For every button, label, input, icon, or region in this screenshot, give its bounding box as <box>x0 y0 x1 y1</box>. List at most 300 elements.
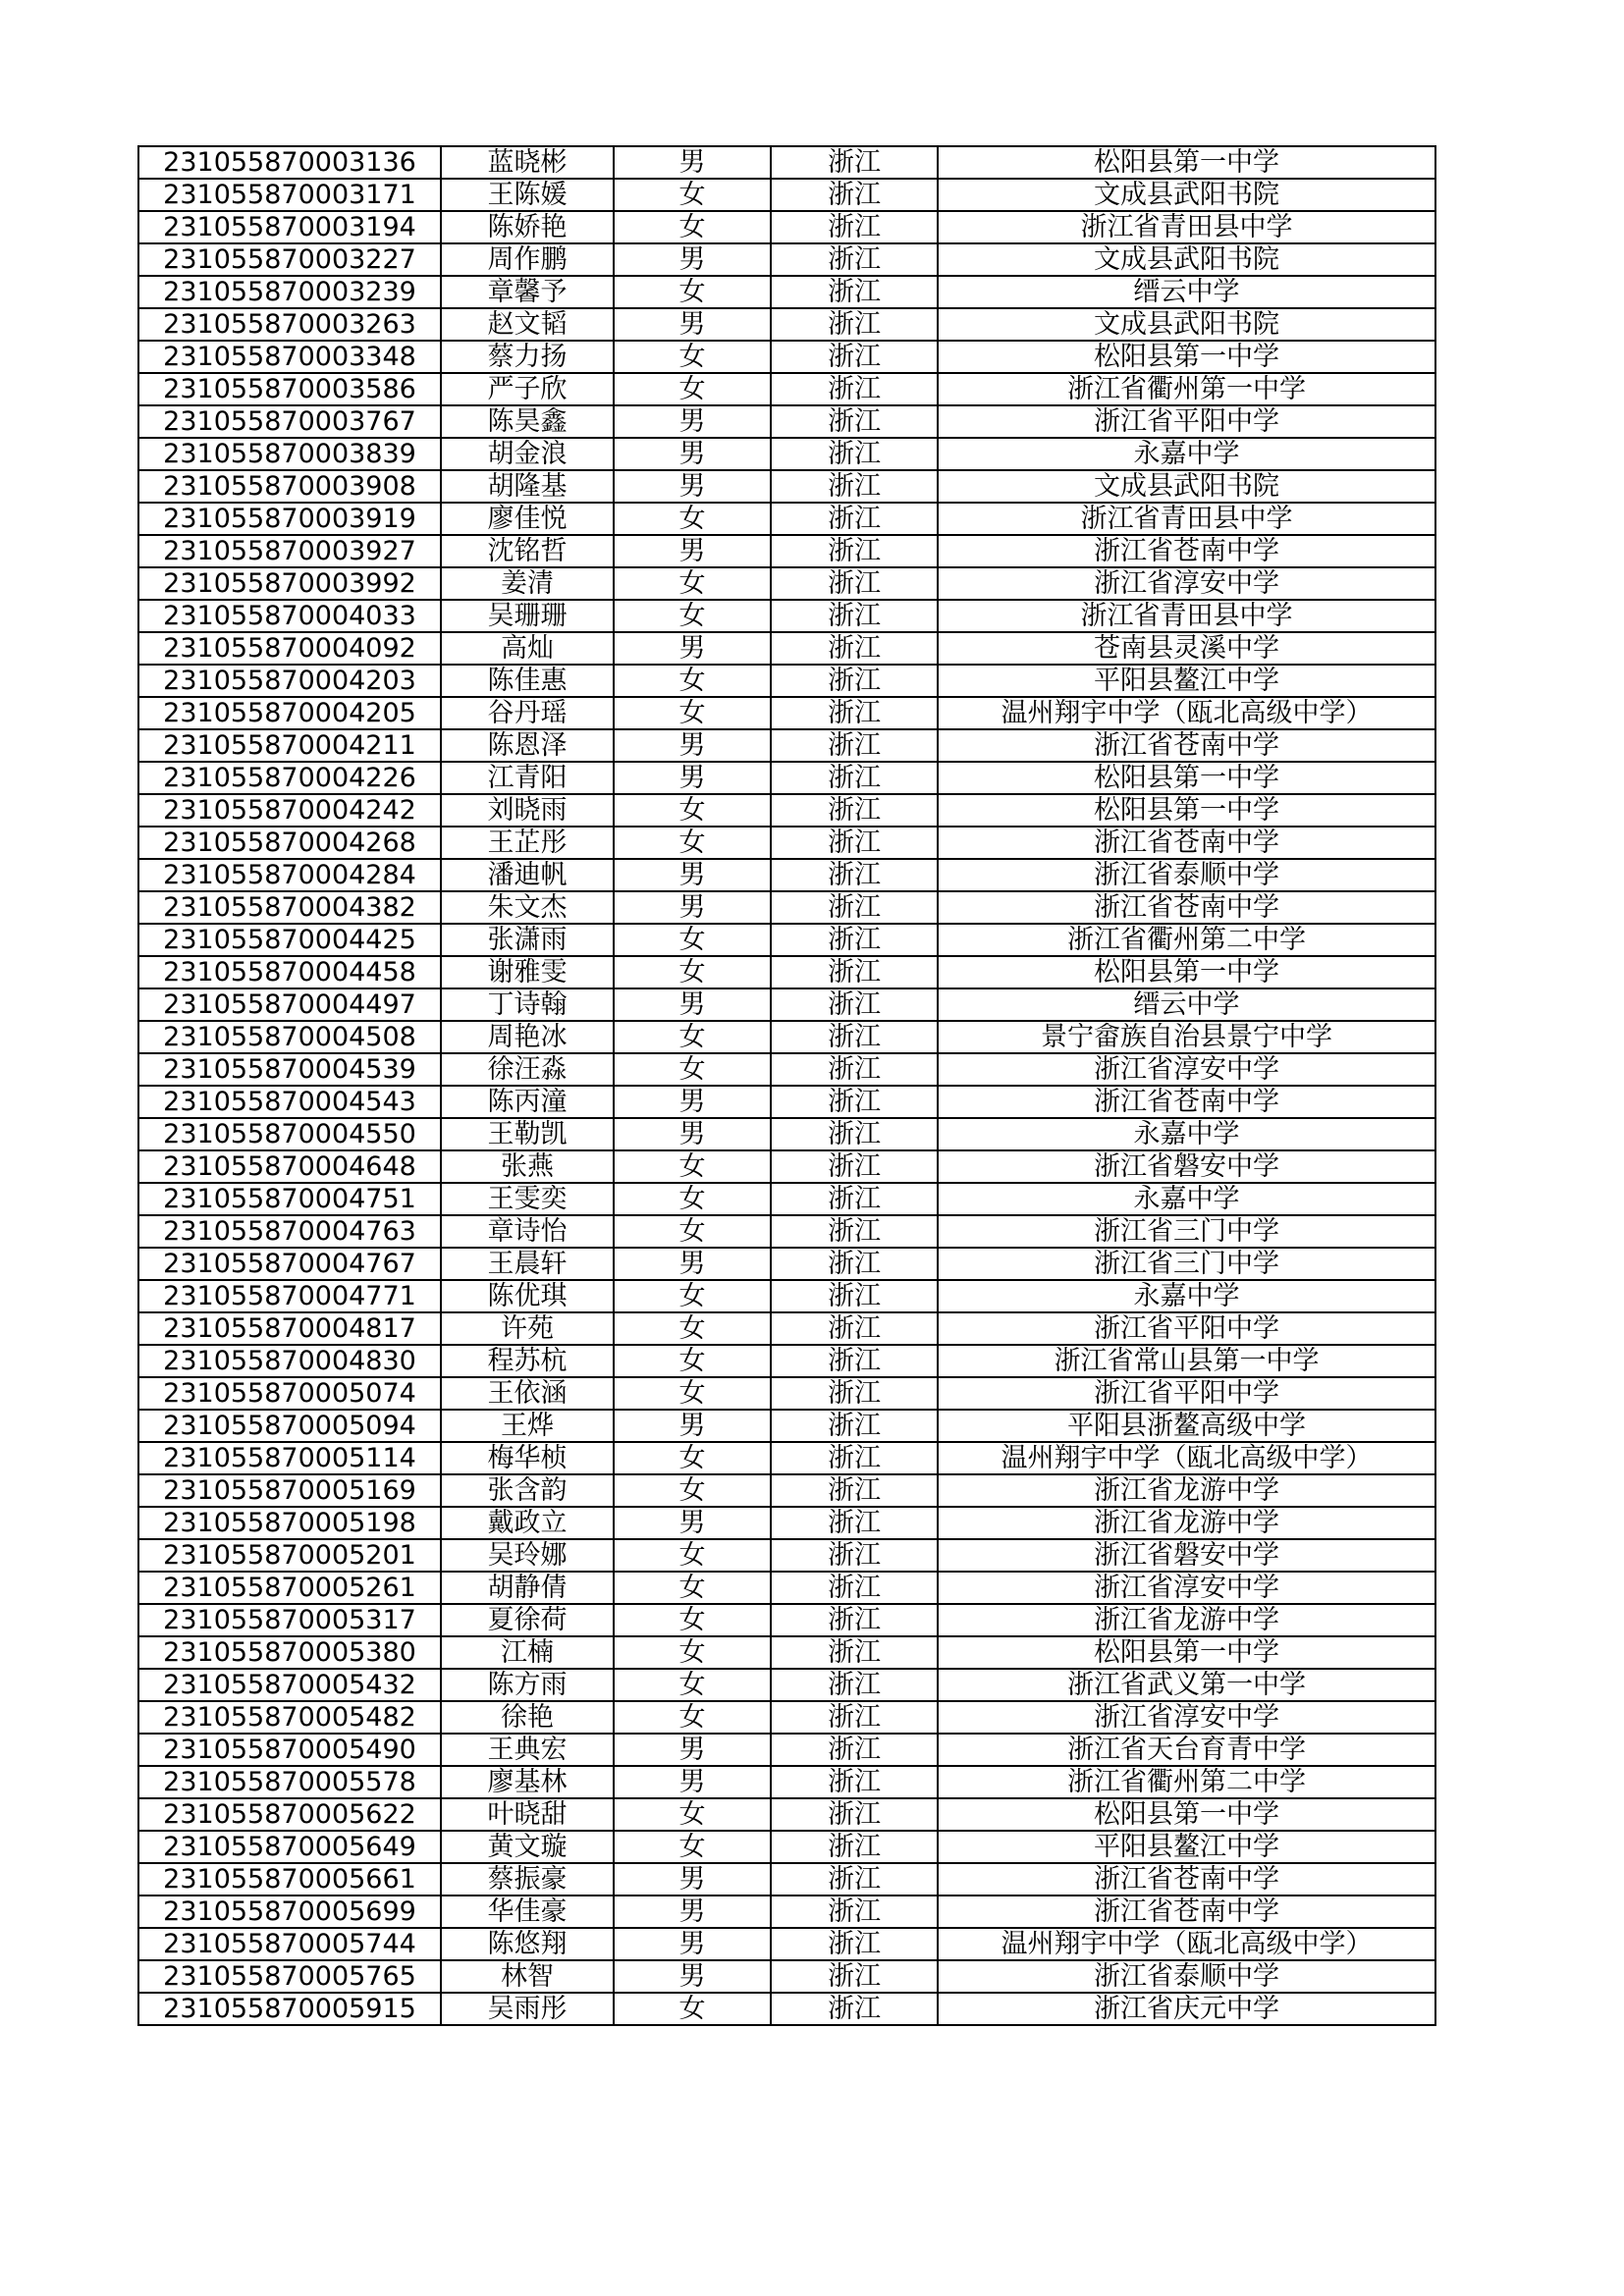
name-cell: 陈恩泽 <box>441 729 614 762</box>
gender-cell: 女 <box>614 1474 771 1507</box>
name-cell: 王典宏 <box>441 1734 614 1766</box>
gender-cell: 女 <box>614 1150 771 1183</box>
name-cell: 王陈媛 <box>441 179 614 211</box>
table-row <box>138 924 1435 956</box>
school-cell: 文成县武阳书院 <box>938 470 1435 503</box>
school-cell: 浙江省三门中学 <box>938 1248 1435 1280</box>
table-row <box>138 827 1435 859</box>
province-cell: 浙江 <box>771 1215 938 1248</box>
name-cell: 沈铭哲 <box>441 535 614 567</box>
name-cell: 蔡振豪 <box>441 1863 614 1896</box>
gender-cell: 男 <box>614 859 771 891</box>
school-cell: 浙江省泰顺中学 <box>938 859 1435 891</box>
province-cell: 浙江 <box>771 535 938 567</box>
name-cell: 周艳冰 <box>441 1021 614 1053</box>
exam-id-cell: 231055870004205 <box>138 697 441 729</box>
school-cell: 浙江省天台育青中学 <box>938 1734 1435 1766</box>
province-cell: 浙江 <box>771 1474 938 1507</box>
table-row <box>138 794 1435 827</box>
exam-id-cell: 231055870005114 <box>138 1442 441 1474</box>
name-cell: 张含韵 <box>441 1474 614 1507</box>
gender-cell: 男 <box>614 405 771 438</box>
exam-id-cell: 231055870004751 <box>138 1183 441 1215</box>
province-cell: 浙江 <box>771 373 938 405</box>
school-cell: 浙江省衢州第二中学 <box>938 924 1435 956</box>
gender-cell: 女 <box>614 211 771 243</box>
school-cell: 浙江省苍南中学 <box>938 1896 1435 1928</box>
table-row <box>138 243 1435 276</box>
gender-cell: 男 <box>614 891 771 924</box>
table-row <box>138 1474 1435 1507</box>
school-cell: 温州翔宇中学（瓯北高级中学） <box>938 1928 1435 1960</box>
school-cell: 浙江省平阳中学 <box>938 405 1435 438</box>
school-cell: 浙江省苍南中学 <box>938 1086 1435 1118</box>
name-cell: 赵文韬 <box>441 308 614 341</box>
name-cell: 黄文璇 <box>441 1831 614 1863</box>
name-cell: 章馨予 <box>441 276 614 308</box>
name-cell: 丁诗翰 <box>441 988 614 1021</box>
table-row <box>138 859 1435 891</box>
school-cell: 松阳县第一中学 <box>938 1636 1435 1669</box>
gender-cell: 女 <box>614 827 771 859</box>
province-cell: 浙江 <box>771 1896 938 1928</box>
gender-cell: 男 <box>614 470 771 503</box>
gender-cell: 男 <box>614 1507 771 1539</box>
name-cell: 林智 <box>441 1960 614 1993</box>
name-cell: 王勒凯 <box>441 1118 614 1150</box>
name-cell: 吴玲娜 <box>441 1539 614 1572</box>
school-cell: 平阳县鳌江中学 <box>938 665 1435 697</box>
exam-id-cell: 231055870005432 <box>138 1669 441 1701</box>
exam-id-cell: 231055870005578 <box>138 1766 441 1798</box>
exam-id-cell: 231055870003586 <box>138 373 441 405</box>
table-row <box>138 438 1435 470</box>
school-cell: 浙江省苍南中学 <box>938 729 1435 762</box>
gender-cell: 女 <box>614 276 771 308</box>
province-cell: 浙江 <box>771 1345 938 1377</box>
name-cell: 梅华桢 <box>441 1442 614 1474</box>
school-cell: 永嘉中学 <box>938 438 1435 470</box>
name-cell: 叶晓甜 <box>441 1798 614 1831</box>
table-row <box>138 1960 1435 1993</box>
exam-id-cell: 231055870004817 <box>138 1312 441 1345</box>
exam-id-cell: 231055870005744 <box>138 1928 441 1960</box>
table-row <box>138 1118 1435 1150</box>
province-cell: 浙江 <box>771 956 938 988</box>
school-cell: 浙江省磐安中学 <box>938 1539 1435 1572</box>
exam-id-cell: 231055870004497 <box>138 988 441 1021</box>
province-cell: 浙江 <box>771 1798 938 1831</box>
gender-cell: 女 <box>614 1021 771 1053</box>
name-cell: 蓝晓彬 <box>441 146 614 179</box>
table-row <box>138 1572 1435 1604</box>
school-cell: 浙江省苍南中学 <box>938 827 1435 859</box>
exam-id-cell: 231055870005661 <box>138 1863 441 1896</box>
province-cell: 浙江 <box>771 341 938 373</box>
school-cell: 浙江省淳安中学 <box>938 1572 1435 1604</box>
province-cell: 浙江 <box>771 1636 938 1669</box>
gender-cell: 男 <box>614 1248 771 1280</box>
gender-cell: 女 <box>614 373 771 405</box>
table-row <box>138 535 1435 567</box>
exam-id-cell: 231055870004648 <box>138 1150 441 1183</box>
province-cell: 浙江 <box>771 1507 938 1539</box>
province-cell: 浙江 <box>771 1669 938 1701</box>
table-row <box>138 1734 1435 1766</box>
gender-cell: 女 <box>614 1215 771 1248</box>
province-cell: 浙江 <box>771 1604 938 1636</box>
table-row <box>138 308 1435 341</box>
exam-id-cell: 231055870004284 <box>138 859 441 891</box>
table-row <box>138 1669 1435 1701</box>
province-cell: 浙江 <box>771 729 938 762</box>
table-row <box>138 567 1435 600</box>
name-cell: 王芷彤 <box>441 827 614 859</box>
exam-id-cell: 231055870005380 <box>138 1636 441 1669</box>
province-cell: 浙江 <box>771 1960 938 1993</box>
exam-id-cell: 231055870005699 <box>138 1896 441 1928</box>
province-cell: 浙江 <box>771 405 938 438</box>
table-row <box>138 1377 1435 1410</box>
school-cell: 松阳县第一中学 <box>938 1798 1435 1831</box>
gender-cell: 男 <box>614 1896 771 1928</box>
school-cell: 松阳县第一中学 <box>938 341 1435 373</box>
province-cell: 浙江 <box>771 308 938 341</box>
gender-cell: 男 <box>614 146 771 179</box>
exam-id-cell: 231055870004550 <box>138 1118 441 1150</box>
table-row <box>138 1863 1435 1896</box>
table-row <box>138 1248 1435 1280</box>
school-cell: 温州翔宇中学（瓯北高级中学） <box>938 1442 1435 1474</box>
exam-id-cell: 231055870003136 <box>138 146 441 179</box>
name-cell: 陈优琪 <box>441 1280 614 1312</box>
table-row <box>138 1604 1435 1636</box>
exam-id-cell: 231055870003239 <box>138 276 441 308</box>
table-row <box>138 1410 1435 1442</box>
gender-cell: 女 <box>614 1280 771 1312</box>
name-cell: 戴政立 <box>441 1507 614 1539</box>
school-cell: 浙江省苍南中学 <box>938 1863 1435 1896</box>
name-cell: 王晨轩 <box>441 1248 614 1280</box>
table-row <box>138 1280 1435 1312</box>
gender-cell: 男 <box>614 535 771 567</box>
table-row <box>138 1993 1435 2025</box>
exam-id-cell: 231055870003767 <box>138 405 441 438</box>
province-cell: 浙江 <box>771 276 938 308</box>
gender-cell: 女 <box>614 1604 771 1636</box>
table-row <box>138 1053 1435 1086</box>
province-cell: 浙江 <box>771 1442 938 1474</box>
province-cell: 浙江 <box>771 1410 938 1442</box>
school-cell: 浙江省龙游中学 <box>938 1604 1435 1636</box>
table-row <box>138 1636 1435 1669</box>
name-cell: 江青阳 <box>441 762 614 794</box>
province-cell: 浙江 <box>771 1280 938 1312</box>
school-cell: 浙江省苍南中学 <box>938 891 1435 924</box>
exam-id-cell: 231055870003227 <box>138 243 441 276</box>
gender-cell: 男 <box>614 1118 771 1150</box>
school-cell: 浙江省泰顺中学 <box>938 1960 1435 1993</box>
table-row <box>138 1086 1435 1118</box>
table-row <box>138 341 1435 373</box>
exam-id-cell: 231055870004033 <box>138 600 441 632</box>
school-cell: 文成县武阳书院 <box>938 308 1435 341</box>
name-cell: 陈昊鑫 <box>441 405 614 438</box>
exam-id-cell: 231055870004268 <box>138 827 441 859</box>
gender-cell: 男 <box>614 1960 771 1993</box>
province-cell: 浙江 <box>771 1766 938 1798</box>
school-cell: 永嘉中学 <box>938 1280 1435 1312</box>
province-cell: 浙江 <box>771 794 938 827</box>
gender-cell: 男 <box>614 1086 771 1118</box>
province-cell: 浙江 <box>771 1053 938 1086</box>
school-cell: 平阳县鳌江中学 <box>938 1831 1435 1863</box>
exam-id-cell: 231055870004382 <box>138 891 441 924</box>
school-cell: 景宁畲族自治县景宁中学 <box>938 1021 1435 1053</box>
province-cell: 浙江 <box>771 632 938 665</box>
school-cell: 浙江省磐安中学 <box>938 1150 1435 1183</box>
exam-id-cell: 231055870004092 <box>138 632 441 665</box>
school-cell: 平阳县浙鳌高级中学 <box>938 1410 1435 1442</box>
school-cell: 浙江省淳安中学 <box>938 567 1435 600</box>
gender-cell: 女 <box>614 1183 771 1215</box>
name-cell: 许苑 <box>441 1312 614 1345</box>
table-row <box>138 729 1435 762</box>
school-cell: 松阳县第一中学 <box>938 794 1435 827</box>
name-cell: 江楠 <box>441 1636 614 1669</box>
name-cell: 朱文杰 <box>441 891 614 924</box>
exam-id-cell: 231055870005261 <box>138 1572 441 1604</box>
school-cell: 浙江省青田县中学 <box>938 600 1435 632</box>
gender-cell: 男 <box>614 729 771 762</box>
school-cell: 松阳县第一中学 <box>938 762 1435 794</box>
name-cell: 潘迪帆 <box>441 859 614 891</box>
province-cell: 浙江 <box>771 1539 938 1572</box>
province-cell: 浙江 <box>771 859 938 891</box>
school-cell: 浙江省平阳中学 <box>938 1377 1435 1410</box>
province-cell: 浙江 <box>771 891 938 924</box>
gender-cell: 女 <box>614 1442 771 1474</box>
roster-table <box>137 145 1436 2026</box>
gender-cell: 女 <box>614 665 771 697</box>
name-cell: 陈佳惠 <box>441 665 614 697</box>
school-cell: 浙江省苍南中学 <box>938 535 1435 567</box>
province-cell: 浙江 <box>771 1831 938 1863</box>
gender-cell: 男 <box>614 1928 771 1960</box>
name-cell: 吴雨彤 <box>441 1993 614 2025</box>
school-cell: 浙江省常山县第一中学 <box>938 1345 1435 1377</box>
table-row <box>138 1798 1435 1831</box>
gender-cell: 男 <box>614 632 771 665</box>
table-row <box>138 891 1435 924</box>
school-cell: 永嘉中学 <box>938 1183 1435 1215</box>
name-cell: 严子欣 <box>441 373 614 405</box>
province-cell: 浙江 <box>771 1086 938 1118</box>
exam-id-cell: 231055870004771 <box>138 1280 441 1312</box>
school-cell: 松阳县第一中学 <box>938 146 1435 179</box>
school-cell: 浙江省衢州第一中学 <box>938 373 1435 405</box>
school-cell: 浙江省庆元中学 <box>938 1993 1435 2025</box>
name-cell: 陈丙潼 <box>441 1086 614 1118</box>
name-cell: 吴珊珊 <box>441 600 614 632</box>
school-cell: 文成县武阳书院 <box>938 243 1435 276</box>
school-cell: 浙江省平阳中学 <box>938 1312 1435 1345</box>
name-cell: 陈方雨 <box>441 1669 614 1701</box>
exam-id-cell: 231055870005482 <box>138 1701 441 1734</box>
school-cell: 文成县武阳书院 <box>938 179 1435 211</box>
table-row <box>138 762 1435 794</box>
name-cell: 章诗怡 <box>441 1215 614 1248</box>
table-row <box>138 146 1435 179</box>
table-row <box>138 1507 1435 1539</box>
name-cell: 程苏杭 <box>441 1345 614 1377</box>
exam-id-cell: 231055870004211 <box>138 729 441 762</box>
exam-id-cell: 231055870005490 <box>138 1734 441 1766</box>
school-cell: 缙云中学 <box>938 276 1435 308</box>
gender-cell: 女 <box>614 1831 771 1863</box>
table-row <box>138 956 1435 988</box>
province-cell: 浙江 <box>771 1572 938 1604</box>
name-cell: 周作鹏 <box>441 243 614 276</box>
name-cell: 徐艳 <box>441 1701 614 1734</box>
name-cell: 高灿 <box>441 632 614 665</box>
table-row <box>138 1896 1435 1928</box>
name-cell: 刘晓雨 <box>441 794 614 827</box>
exam-id-cell: 231055870004226 <box>138 762 441 794</box>
name-cell: 廖佳悦 <box>441 503 614 535</box>
table-row <box>138 1539 1435 1572</box>
exam-id-cell: 231055870004425 <box>138 924 441 956</box>
exam-id-cell: 231055870005622 <box>138 1798 441 1831</box>
exam-id-cell: 231055870005915 <box>138 1993 441 2025</box>
name-cell: 徐汪淼 <box>441 1053 614 1086</box>
exam-id-cell: 231055870005169 <box>138 1474 441 1507</box>
exam-id-cell: 231055870003919 <box>138 503 441 535</box>
province-cell: 浙江 <box>771 1021 938 1053</box>
table-row <box>138 179 1435 211</box>
gender-cell: 男 <box>614 243 771 276</box>
table-row <box>138 697 1435 729</box>
province-cell: 浙江 <box>771 827 938 859</box>
name-cell: 陈悠翔 <box>441 1928 614 1960</box>
table-row <box>138 276 1435 308</box>
table-row <box>138 1442 1435 1474</box>
exam-id-cell: 231055870004242 <box>138 794 441 827</box>
exam-id-cell: 231055870004830 <box>138 1345 441 1377</box>
table-row <box>138 632 1435 665</box>
gender-cell: 男 <box>614 1766 771 1798</box>
name-cell: 张潇雨 <box>441 924 614 956</box>
table-row <box>138 1766 1435 1798</box>
table-row <box>138 1701 1435 1734</box>
exam-id-cell: 231055870004203 <box>138 665 441 697</box>
name-cell: 华佳豪 <box>441 1896 614 1928</box>
province-cell: 浙江 <box>771 762 938 794</box>
table-row <box>138 1183 1435 1215</box>
exam-id-cell: 231055870005201 <box>138 1539 441 1572</box>
name-cell: 张燕 <box>441 1150 614 1183</box>
exam-id-cell: 231055870004539 <box>138 1053 441 1086</box>
gender-cell: 男 <box>614 988 771 1021</box>
name-cell: 陈娇艳 <box>441 211 614 243</box>
exam-id-cell: 231055870004508 <box>138 1021 441 1053</box>
exam-id-cell: 231055870005094 <box>138 1410 441 1442</box>
name-cell: 王烨 <box>441 1410 614 1442</box>
name-cell: 胡金浪 <box>441 438 614 470</box>
province-cell: 浙江 <box>771 988 938 1021</box>
exam-id-cell: 231055870003171 <box>138 179 441 211</box>
exam-id-cell: 231055870005765 <box>138 1960 441 1993</box>
gender-cell: 女 <box>614 1345 771 1377</box>
province-cell: 浙江 <box>771 243 938 276</box>
gender-cell: 女 <box>614 600 771 632</box>
province-cell: 浙江 <box>771 179 938 211</box>
exam-id-cell: 231055870003194 <box>138 211 441 243</box>
province-cell: 浙江 <box>771 1248 938 1280</box>
table-row <box>138 1215 1435 1248</box>
gender-cell: 女 <box>614 1669 771 1701</box>
province-cell: 浙江 <box>771 1701 938 1734</box>
province-cell: 浙江 <box>771 1150 938 1183</box>
gender-cell: 女 <box>614 956 771 988</box>
province-cell: 浙江 <box>771 1312 938 1345</box>
province-cell: 浙江 <box>771 211 938 243</box>
name-cell: 谷丹瑶 <box>441 697 614 729</box>
province-cell: 浙江 <box>771 600 938 632</box>
gender-cell: 女 <box>614 924 771 956</box>
table-row <box>138 1345 1435 1377</box>
gender-cell: 男 <box>614 1734 771 1766</box>
school-cell: 松阳县第一中学 <box>938 956 1435 988</box>
province-cell: 浙江 <box>771 567 938 600</box>
exam-id-cell: 231055870003992 <box>138 567 441 600</box>
name-cell: 王依涵 <box>441 1377 614 1410</box>
province-cell: 浙江 <box>771 146 938 179</box>
exam-id-cell: 231055870003908 <box>138 470 441 503</box>
table-row <box>138 988 1435 1021</box>
table-row <box>138 600 1435 632</box>
gender-cell: 男 <box>614 308 771 341</box>
province-cell: 浙江 <box>771 1183 938 1215</box>
province-cell: 浙江 <box>771 1928 938 1960</box>
table-row <box>138 1831 1435 1863</box>
name-cell: 胡隆基 <box>441 470 614 503</box>
gender-cell: 女 <box>614 1701 771 1734</box>
province-cell: 浙江 <box>771 1118 938 1150</box>
gender-cell: 女 <box>614 794 771 827</box>
school-cell: 浙江省龙游中学 <box>938 1507 1435 1539</box>
gender-cell: 男 <box>614 1410 771 1442</box>
exam-id-cell: 231055870005074 <box>138 1377 441 1410</box>
school-cell: 浙江省衢州第二中学 <box>938 1766 1435 1798</box>
exam-id-cell: 231055870004767 <box>138 1248 441 1280</box>
gender-cell: 男 <box>614 762 771 794</box>
gender-cell: 女 <box>614 1798 771 1831</box>
name-cell: 姜清 <box>441 567 614 600</box>
exam-id-cell: 231055870004763 <box>138 1215 441 1248</box>
province-cell: 浙江 <box>771 438 938 470</box>
table-row <box>138 211 1435 243</box>
exam-id-cell: 231055870004458 <box>138 956 441 988</box>
gender-cell: 男 <box>614 1863 771 1896</box>
exam-id-cell: 231055870003927 <box>138 535 441 567</box>
school-cell: 浙江省龙游中学 <box>938 1474 1435 1507</box>
province-cell: 浙江 <box>771 1863 938 1896</box>
table-row <box>138 470 1435 503</box>
name-cell: 王雯奕 <box>441 1183 614 1215</box>
province-cell: 浙江 <box>771 1993 938 2025</box>
gender-cell: 女 <box>614 1636 771 1669</box>
